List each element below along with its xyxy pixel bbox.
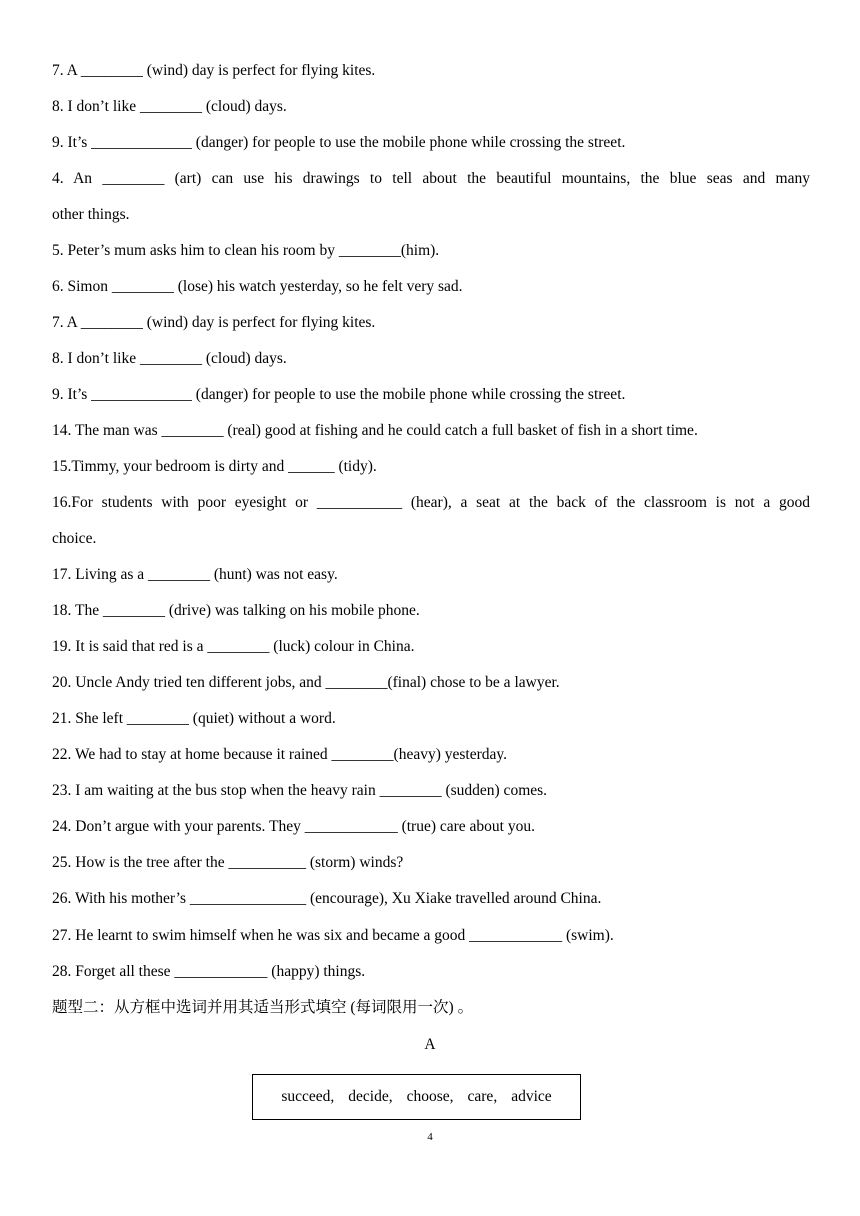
exercise-line-continuation: choice. (52, 530, 97, 547)
word-box-item: care, (467, 1088, 498, 1105)
exercise-line: 9. It’s _____________ (danger) for people to use the mobile phone while crossing the street. (52, 134, 626, 151)
word-box-item: succeed, (281, 1088, 335, 1105)
exercise-line: 5. Peter’s mum asks him to clean his room by ________(him). (52, 242, 440, 259)
exercise-line: 6. Simon ________ (lose) his watch yesterday, so he felt very sad. (52, 278, 463, 295)
exercise-line: 24. Don’t argue with your parents. They ____________ (true) care about you. (52, 818, 535, 835)
exercise-line-continuation: other things. (52, 206, 130, 223)
exercise-line: 18. The ________ (drive) was talking on his mobile phone. (52, 602, 420, 619)
exercise-line: 19. It is said that red is a ________ (luck) colour in China. (52, 638, 415, 655)
section-title: 题型二：从方框中选词并用其适当形式填空 (每词限用一次) 。 (52, 999, 474, 1016)
exercise-line: 7. A ________ (wind) day is perfect for flying kites. (52, 314, 376, 331)
exercise-line: 17. Living as a ________ (hunt) was not easy. (52, 566, 338, 583)
passage-letter: A (424, 1036, 436, 1053)
exercise-line: 25. How is the tree after the __________ (storm) winds? (52, 854, 404, 871)
exercise-line: 23. I am waiting at the bus stop when the heavy rain ________ (sudden) comes. (52, 782, 548, 799)
exercise-line: 20. Uncle Andy tried ten different jobs, and ________(final) chose to be a lawyer. (52, 674, 560, 691)
exercise-line: 26. With his mother’s _______________ (encourage), Xu Xiake travelled around China. (52, 890, 602, 907)
exercise-line: 28. Forget all these ____________ (happy) things. (52, 963, 366, 980)
exercise-line: 27. He learnt to swim himself when he was six and became a good ____________ (swim). (52, 927, 614, 944)
exercise-line: 21. She left ________ (quiet) without a word. (52, 710, 336, 727)
exercise-line: 8. I don’t like ________ (cloud) days. (52, 350, 287, 367)
word-box-item: choose, (406, 1088, 454, 1105)
exercise-line: 9. It’s _____________ (danger) for people to use the mobile phone while crossing the street. (52, 386, 626, 403)
exercise-line: 22. We had to stay at home because it rained ________(heavy) yesterday. (52, 746, 507, 763)
exercise-line: 15.Timmy, your bedroom is dirty and ______ (tidy). (52, 458, 377, 475)
exercise-line: 7. A ________ (wind) day is perfect for flying kites. (52, 62, 376, 79)
exercise-line: 14. The man was ________ (real) good at fishing and he could catch a full basket of fish in a short time. (52, 422, 698, 439)
word-box (252, 1074, 581, 1120)
exercise-line: 16.For students with poor eyesight or ___________ (hear), a seat at the back of the classroom is not a good (52, 494, 810, 511)
word-box-item: decide, (348, 1088, 393, 1105)
page-number: 4 (427, 1131, 433, 1143)
word-box-item: advice (511, 1088, 552, 1105)
exercise-line: 8. I don’t like ________ (cloud) days. (52, 98, 287, 115)
exercise-line: 4. An ________ (art) can use his drawings to tell about the beautiful mountains, the blue seas and many (52, 170, 810, 187)
